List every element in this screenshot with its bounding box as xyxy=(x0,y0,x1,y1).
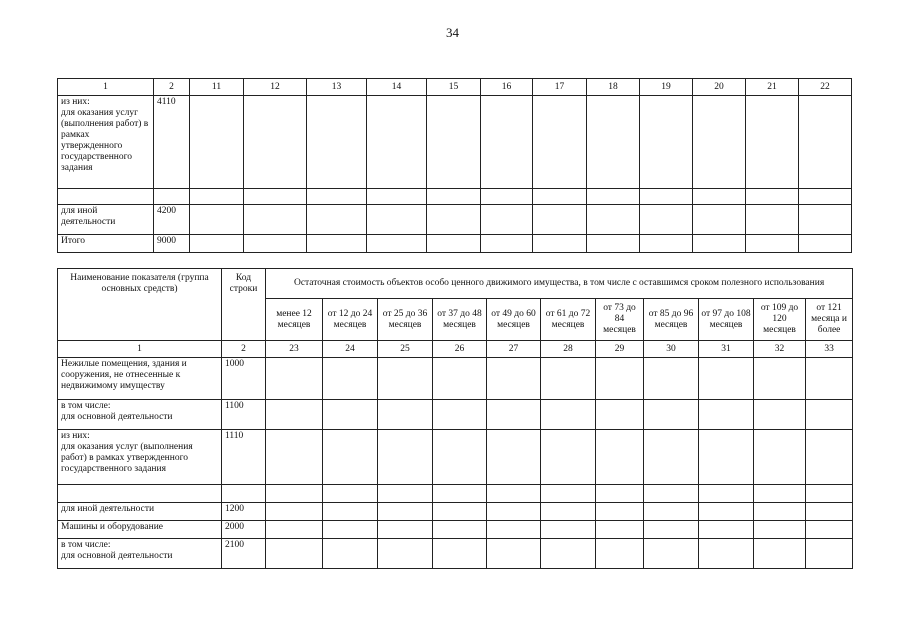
row-code-cell xyxy=(154,189,190,205)
value-cell xyxy=(190,235,244,253)
column-number-cell: 16 xyxy=(481,79,533,96)
column-number-cell: 11 xyxy=(190,79,244,96)
value-cell xyxy=(378,400,433,430)
value-cell xyxy=(487,521,541,539)
column-number-cell: 17 xyxy=(533,79,587,96)
value-cell xyxy=(427,96,481,189)
value-cell xyxy=(541,503,596,521)
value-cell xyxy=(806,430,853,485)
value-cell xyxy=(693,205,746,235)
column-number-cell: 20 xyxy=(693,79,746,96)
value-cell xyxy=(806,539,853,569)
table-row xyxy=(58,189,852,205)
value-cell xyxy=(481,205,533,235)
row-code-cell: 2100 xyxy=(222,539,266,569)
value-cell xyxy=(378,539,433,569)
value-cell xyxy=(754,521,806,539)
value-cell xyxy=(378,485,433,503)
term-header-cell: от 12 до 24 месяцев xyxy=(323,299,378,341)
table-row xyxy=(58,521,853,539)
row-code-cell: 1100 xyxy=(222,400,266,430)
table-header-row xyxy=(58,79,852,96)
value-cell xyxy=(806,358,853,400)
value-cell xyxy=(693,189,746,205)
value-cell xyxy=(533,96,587,189)
residual-value-header: Остаточная стоимость объектов особо ценного движимого имущества, в том числе с оставшимся сроком полезного использования xyxy=(266,269,853,299)
value-cell xyxy=(693,235,746,253)
value-cell xyxy=(541,430,596,485)
value-cell xyxy=(487,430,541,485)
term-header-cell: от 25 до 36 месяцев xyxy=(378,299,433,341)
row-name-cell: для иной деятельности xyxy=(58,205,154,235)
value-cell xyxy=(541,358,596,400)
column-number-cell: 28 xyxy=(541,341,596,358)
value-cell xyxy=(541,400,596,430)
column-number-cell: 29 xyxy=(596,341,644,358)
column-number-cell: 1 xyxy=(58,79,154,96)
row-name-cell: Итого xyxy=(58,235,154,253)
value-cell xyxy=(481,235,533,253)
value-cell xyxy=(323,503,378,521)
value-cell xyxy=(307,189,367,205)
value-cell xyxy=(699,521,754,539)
value-cell xyxy=(378,503,433,521)
value-cell xyxy=(378,430,433,485)
value-cell xyxy=(266,358,323,400)
value-cell xyxy=(640,189,693,205)
column-number-cell: 13 xyxy=(307,79,367,96)
value-cell xyxy=(367,235,427,253)
value-cell xyxy=(644,521,699,539)
term-header-cell: от 97 до 108 месяцев xyxy=(699,299,754,341)
row-name-cell: в том числе: для основной деятельности xyxy=(58,539,222,569)
value-cell xyxy=(244,96,307,189)
value-cell xyxy=(693,96,746,189)
value-cell xyxy=(746,96,799,189)
value-cell xyxy=(806,503,853,521)
term-header-cell: от 73 до 84 месяцев xyxy=(596,299,644,341)
value-cell xyxy=(699,430,754,485)
value-cell xyxy=(746,189,799,205)
value-cell xyxy=(487,485,541,503)
value-cell xyxy=(587,205,640,235)
term-header-cell: менее 12 месяцев xyxy=(266,299,323,341)
column-number-cell: 30 xyxy=(644,341,699,358)
column-number-cell: 19 xyxy=(640,79,693,96)
value-cell xyxy=(487,400,541,430)
value-cell xyxy=(806,521,853,539)
column-number-cell: 27 xyxy=(487,341,541,358)
column-number-cell: 24 xyxy=(323,341,378,358)
value-cell xyxy=(307,235,367,253)
table-row xyxy=(58,96,852,189)
column-number-cell: 22 xyxy=(799,79,852,96)
value-cell xyxy=(481,96,533,189)
table-row xyxy=(58,485,853,503)
value-cell xyxy=(244,235,307,253)
row-name-cell: Машины и оборудование xyxy=(58,521,222,539)
value-cell xyxy=(323,539,378,569)
term-header-cell: от 37 до 48 месяцев xyxy=(433,299,487,341)
value-cell xyxy=(487,503,541,521)
value-cell xyxy=(644,503,699,521)
value-cell xyxy=(754,539,806,569)
table-top xyxy=(57,78,852,253)
value-cell xyxy=(596,358,644,400)
indicator-name-header: Наименование показателя (группа основных средств) xyxy=(58,269,222,341)
row-code-cell: 1000 xyxy=(222,358,266,400)
row-name-cell: Нежилые помещения, здания и сооружения, не отнесенные к недвижимому имуществу xyxy=(58,358,222,400)
value-cell xyxy=(754,358,806,400)
column-number-row xyxy=(58,341,853,358)
column-number-cell: 21 xyxy=(746,79,799,96)
value-cell xyxy=(307,205,367,235)
value-cell xyxy=(190,205,244,235)
value-cell xyxy=(378,521,433,539)
table-row xyxy=(58,503,853,521)
value-cell xyxy=(644,485,699,503)
column-number-cell: 26 xyxy=(433,341,487,358)
value-cell xyxy=(754,485,806,503)
column-number-cell: 12 xyxy=(244,79,307,96)
value-cell xyxy=(367,96,427,189)
value-cell xyxy=(533,205,587,235)
value-cell xyxy=(244,189,307,205)
row-name-cell xyxy=(58,485,222,503)
value-cell xyxy=(644,358,699,400)
value-cell xyxy=(596,400,644,430)
value-cell xyxy=(699,503,754,521)
value-cell xyxy=(640,235,693,253)
value-cell xyxy=(378,358,433,400)
value-cell xyxy=(323,358,378,400)
value-cell xyxy=(433,503,487,521)
value-cell xyxy=(754,400,806,430)
table-bottom xyxy=(57,268,853,569)
table-row xyxy=(58,430,853,485)
value-cell xyxy=(266,539,323,569)
row-name-cell: для иной деятельности xyxy=(58,503,222,521)
term-header-cell: от 109 до 120 месяцев xyxy=(754,299,806,341)
value-cell xyxy=(433,539,487,569)
value-cell xyxy=(754,430,806,485)
row-code-cell: 9000 xyxy=(154,235,190,253)
row-code-cell: 4110 xyxy=(154,96,190,189)
column-number-cell: 15 xyxy=(427,79,481,96)
value-cell xyxy=(799,96,852,189)
value-cell xyxy=(806,400,853,430)
row-code-header: Код строки xyxy=(222,269,266,341)
value-cell xyxy=(487,539,541,569)
value-cell xyxy=(806,485,853,503)
column-number-cell: 32 xyxy=(754,341,806,358)
value-cell xyxy=(433,400,487,430)
row-name-cell: в том числе: для основной деятельности xyxy=(58,400,222,430)
value-cell xyxy=(541,485,596,503)
value-cell xyxy=(266,400,323,430)
value-cell xyxy=(433,430,487,485)
value-cell xyxy=(587,189,640,205)
row-name-cell xyxy=(58,189,154,205)
value-cell xyxy=(427,205,481,235)
value-cell xyxy=(266,521,323,539)
value-cell xyxy=(323,521,378,539)
value-cell xyxy=(699,539,754,569)
row-code-cell xyxy=(222,485,266,503)
value-cell xyxy=(699,485,754,503)
column-number-cell: 23 xyxy=(266,341,323,358)
term-header-cell: от 61 до 72 месяцев xyxy=(541,299,596,341)
value-cell xyxy=(244,205,307,235)
column-number-cell: 14 xyxy=(367,79,427,96)
term-header-cell: от 85 до 96 месяцев xyxy=(644,299,699,341)
value-cell xyxy=(596,430,644,485)
column-number-cell: 2 xyxy=(154,79,190,96)
term-header-cell: от 121 месяца и более xyxy=(806,299,853,341)
column-number-cell: 33 xyxy=(806,341,853,358)
value-cell xyxy=(699,400,754,430)
value-cell xyxy=(746,205,799,235)
value-cell xyxy=(746,235,799,253)
term-header-cell: от 49 до 60 месяцев xyxy=(487,299,541,341)
value-cell xyxy=(266,430,323,485)
row-code-cell: 2000 xyxy=(222,521,266,539)
table-row xyxy=(58,400,853,430)
value-cell xyxy=(541,539,596,569)
value-cell xyxy=(427,189,481,205)
value-cell xyxy=(596,503,644,521)
value-cell xyxy=(433,521,487,539)
value-cell xyxy=(596,485,644,503)
value-cell xyxy=(481,189,533,205)
value-cell xyxy=(323,400,378,430)
header-row xyxy=(58,269,853,299)
value-cell xyxy=(699,358,754,400)
value-cell xyxy=(190,189,244,205)
value-cell xyxy=(640,205,693,235)
table-row xyxy=(58,235,852,253)
value-cell xyxy=(640,96,693,189)
value-cell xyxy=(754,503,806,521)
value-cell xyxy=(587,235,640,253)
value-cell xyxy=(367,205,427,235)
value-cell xyxy=(644,400,699,430)
value-cell xyxy=(433,485,487,503)
page-number: 34 xyxy=(446,25,459,40)
value-cell xyxy=(266,503,323,521)
value-cell xyxy=(323,430,378,485)
value-cell xyxy=(587,96,640,189)
value-cell xyxy=(596,521,644,539)
value-cell xyxy=(427,235,481,253)
row-name-cell: из них: для оказания услуг (выполнения работ) в рамках утвержденного государственного задания xyxy=(58,430,222,485)
value-cell xyxy=(644,430,699,485)
column-number-cell: 2 xyxy=(222,341,266,358)
row-code-cell: 1200 xyxy=(222,503,266,521)
table-row xyxy=(58,358,853,400)
value-cell xyxy=(541,521,596,539)
value-cell xyxy=(799,205,852,235)
value-cell xyxy=(533,189,587,205)
column-number-cell: 31 xyxy=(699,341,754,358)
row-code-cell: 4200 xyxy=(154,205,190,235)
row-code-cell: 1110 xyxy=(222,430,266,485)
value-cell xyxy=(487,358,541,400)
table-row xyxy=(58,539,853,569)
value-cell xyxy=(596,539,644,569)
value-cell xyxy=(799,235,852,253)
table-row xyxy=(58,205,852,235)
value-cell xyxy=(266,485,323,503)
column-number-cell: 25 xyxy=(378,341,433,358)
value-cell xyxy=(323,485,378,503)
column-number-cell: 18 xyxy=(587,79,640,96)
value-cell xyxy=(533,235,587,253)
value-cell xyxy=(367,189,427,205)
value-cell xyxy=(190,96,244,189)
row-name-cell: из них: для оказания услуг (выполнения работ) в рамках утвержденного государственного задания xyxy=(58,96,154,189)
value-cell xyxy=(307,96,367,189)
value-cell xyxy=(433,358,487,400)
column-number-cell: 1 xyxy=(58,341,222,358)
value-cell xyxy=(799,189,852,205)
value-cell xyxy=(644,539,699,569)
